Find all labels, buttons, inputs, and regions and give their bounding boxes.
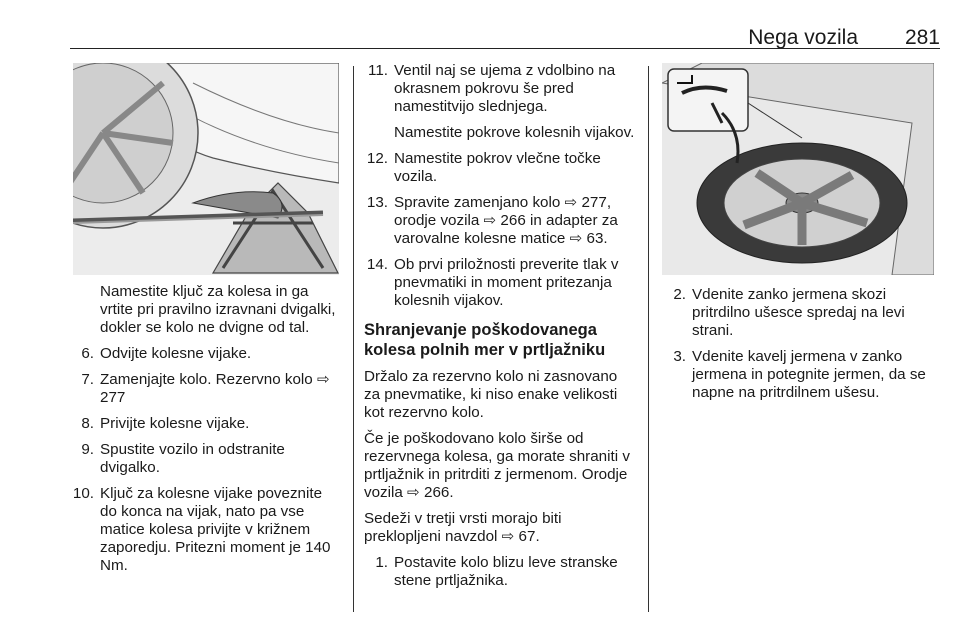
spare-wheel-drawing (662, 63, 934, 275)
list-item (364, 62, 636, 116)
jack-illustration (73, 63, 339, 275)
step-text: Postavite kolo blizu leve stranske stene prtljažnika. (394, 554, 618, 589)
step-text: Ob prvi priložnosti preverite tlak v pnevmatiki in moment pritezanja kolesnih vijakov. (394, 256, 619, 309)
step-number: 3. (673, 348, 686, 365)
step-number: 13. (366, 194, 388, 211)
header-rule (70, 48, 940, 49)
step-text: Zamenjajte kolo. Rezervno kolo ⇨ 277 (100, 371, 330, 406)
step-number: 1. (375, 554, 388, 571)
column-divider (648, 66, 649, 612)
list-item (662, 286, 934, 340)
list-item (70, 441, 342, 477)
jack-drawing (73, 63, 339, 275)
paragraph: Držalo za rezervno kolo ni zasnovano za pnevmatike, ki niso enake velikosti kot rezervno kolo. (364, 368, 618, 421)
step-continuation: Namestite pokrove kolesnih vijakov. (394, 124, 635, 141)
section-heading: Shranjevanje poškodovanega kolesa polnih mer v prtljažniku (364, 321, 606, 359)
middle-column (364, 62, 636, 598)
list-item (70, 415, 342, 433)
step-list (364, 150, 636, 310)
step-number: 2. (673, 286, 686, 303)
step-text: Odvijte kolesne vijake. (100, 345, 252, 362)
step-list (662, 286, 934, 402)
step-text: Namestite pokrov vlečne točke vozila. (394, 150, 601, 185)
step-number: 8. (81, 415, 94, 432)
step-number: 10. (72, 485, 94, 502)
left-column (70, 283, 342, 583)
step-list (364, 62, 636, 116)
step-text: Ključ za kolesne vijake poveznite do konca na vijak, nato pa vse matice kolesa privijte v križnem zaporedju. Pritezni moment je 140 Nm. (100, 485, 331, 574)
column-divider (353, 66, 354, 612)
list-item (70, 345, 342, 363)
list-item (364, 256, 636, 310)
step-text: Privijte kolesne vijake. (100, 415, 250, 432)
step-list (70, 345, 342, 575)
paragraph: Sedeži v tretji vrsti morajo biti preklopljeni navzdol ⇨ 67. (364, 510, 562, 545)
step-number: 11. (368, 62, 388, 79)
step-continuation: Namestite ključ za kolesa in ga vrtite pri pravilno izravnani dvigalki, dokler se kolo ne dvigne od tal. (100, 283, 336, 336)
step-text: Vdenite kavelj jermena v zanko jermena in potegnite jermen, da se napne na pritrdilnem ušesu. (692, 348, 926, 401)
step-text: Spustite vozilo in odstranite dvigalko. (100, 441, 285, 476)
right-column (662, 286, 934, 410)
step-number: 9. (81, 441, 94, 458)
step-number: 6. (81, 345, 94, 362)
list-item (364, 150, 636, 186)
spare-wheel-illustration (662, 63, 934, 275)
step-number: 14. (366, 256, 388, 273)
paragraph: Če je poškodovano kolo širše od rezervnega kolesa, ga morate shraniti v prtljažnik in pritrditi z jermenom. Orodje vozila ⇨ 266. (364, 430, 630, 501)
step-text: Vdenite zanko jermena skozi pritrdilno ušesce spredaj na levi strani. (692, 286, 905, 339)
list-item (70, 371, 342, 407)
list-item (364, 554, 636, 590)
step-number: 7. (81, 371, 94, 388)
list-item (662, 348, 934, 402)
page-number: 281 (904, 26, 940, 49)
page-header (70, 22, 940, 52)
step-list (364, 554, 636, 590)
list-item (70, 485, 342, 575)
step-number: 12. (366, 150, 388, 167)
list-item (364, 194, 636, 248)
section-title: Nega vozila (748, 26, 858, 49)
step-text: Spravite zamenjano kolo ⇨ 277, orodje vozila ⇨ 266 in adapter za varovalne kolesne matice ⇨ 63. (394, 194, 618, 247)
step-text: Ventil naj se ujema z vdolbino na okrasnem pokrovu še pred namestitvijo slednjega. (394, 62, 616, 115)
